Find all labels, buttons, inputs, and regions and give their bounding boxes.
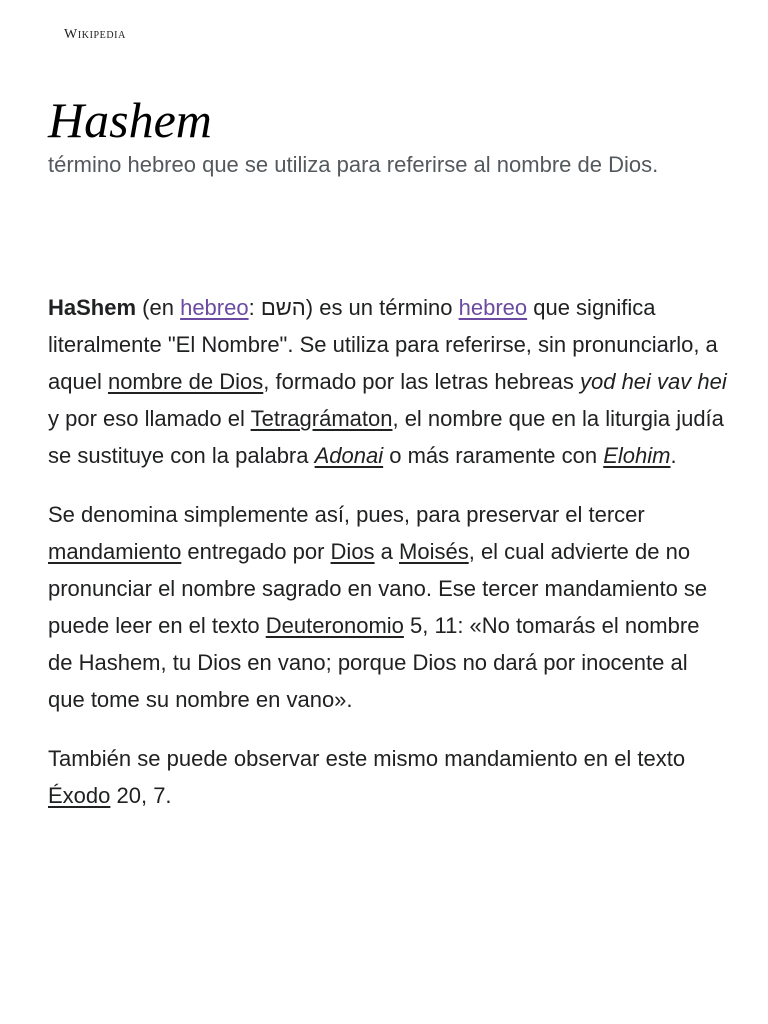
text-span: 5, 11: «No tomarás el nombre de Hashem, tu Dios en vano; porque Dios no dará por inocente al que tome su nombre en vano».	[48, 613, 700, 712]
link-exodo[interactable]: Éxodo	[48, 783, 111, 808]
page-description: término hebreo que se utiliza para referirse al nombre de Dios.	[48, 152, 659, 177]
text-span: , el nombre que en la liturgia judía se sustituye con la palabra	[48, 406, 724, 468]
link-elohim-text: Elohim	[603, 443, 671, 468]
logo-text: Wikipedia	[64, 27, 126, 42]
page-title: Hashem	[48, 92, 212, 148]
text-span: , el cual advierte de no pronunciar el nombre sagrado en vano. Ese tercer mandamiento se puede leer en el texto	[48, 539, 708, 638]
text-span: También se puede observar este mismo mandamiento en el texto	[48, 746, 686, 771]
link-mandamiento[interactable]: mandamiento	[48, 539, 182, 564]
link-adonai[interactable]	[315, 443, 384, 468]
link-elohim[interactable]	[603, 443, 670, 468]
text-span: a	[374, 539, 400, 564]
link-deuteronomio[interactable]: Deuteronomio	[265, 613, 404, 638]
text-span: entregado por	[181, 539, 331, 564]
text-span: o más raramente con	[383, 443, 604, 468]
link-tetragramaton[interactable]: Tetragrámaton	[250, 406, 393, 431]
link-hebreo[interactable]: hebreo	[458, 295, 528, 320]
link-adonai-text: Adonai	[314, 443, 384, 468]
link-moises[interactable]: Moisés	[399, 539, 469, 564]
paragraph-3	[48, 740, 728, 814]
italic-letters: yod hei vav hei	[579, 369, 727, 394]
article-content	[48, 289, 728, 836]
paragraph-1	[48, 289, 728, 474]
wikipedia-logo[interactable]	[64, 27, 126, 43]
link-dios[interactable]: Dios	[330, 539, 375, 564]
text-span: que significa literalmente "El Nombre". Se utiliza para referirse, sin pronunciarlo, a aquel	[48, 295, 718, 394]
text-span: Se denomina simplemente así, pues, para preservar el tercer	[48, 502, 645, 527]
text-span: , formado por las letras hebreas	[263, 369, 580, 394]
paragraph-2	[48, 496, 728, 718]
text-span: y por eso llamado el	[48, 406, 251, 431]
text-span: .	[670, 443, 677, 468]
text-span: : השם) es un término	[248, 295, 459, 320]
text-span: 20, 7.	[110, 783, 172, 808]
link-hebreo[interactable]: hebreo	[180, 295, 249, 320]
text-span: (en	[136, 295, 181, 320]
link-nombre-de-dios[interactable]: nombre de Dios	[107, 369, 264, 394]
bold-term: HaShem	[48, 295, 137, 320]
